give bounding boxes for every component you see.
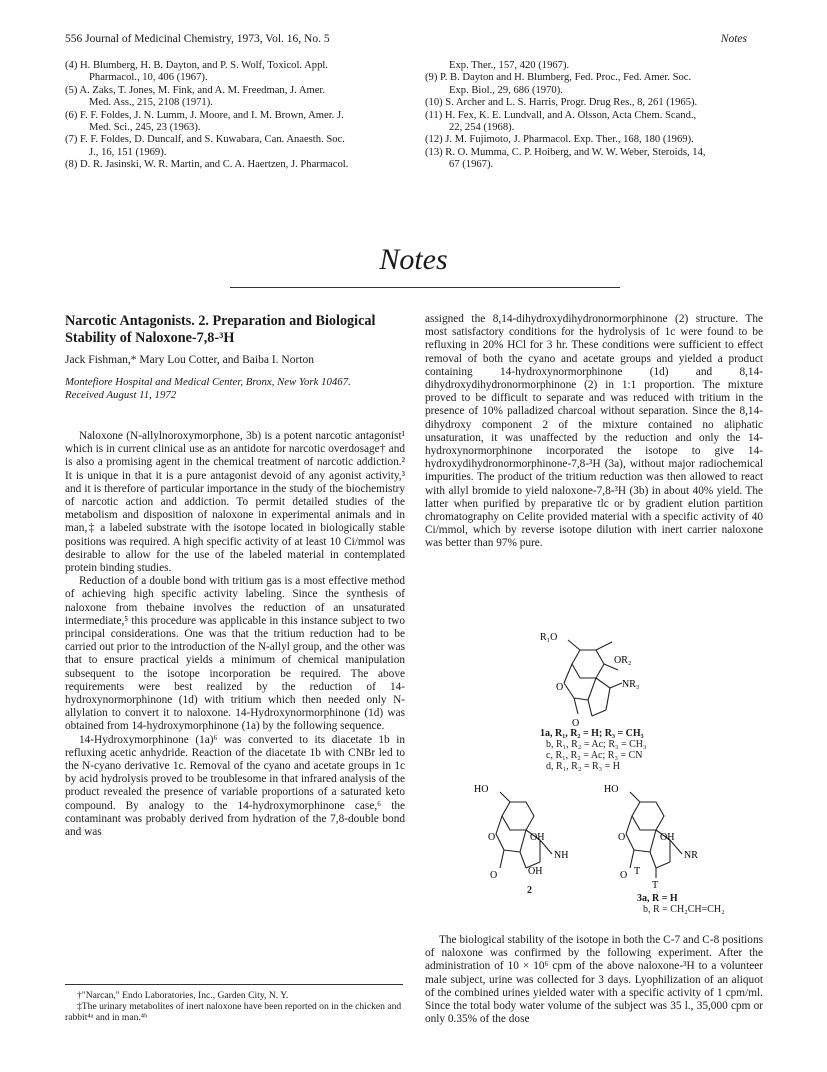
article-title: Narcotic Antagonists. 2. Preparation and Biological Stability of Naloxone-7,8-³H [65, 313, 376, 346]
reference-item: (7) F. F. Foldes, D. Duncalf, and S. Kuwabara, Can. Anaesth. Soc. [65, 134, 345, 146]
struct2-ho: HO [474, 784, 489, 795]
legend-line: d, R₁, R₂ = R₃ = H [546, 761, 620, 772]
struct3-ho: HO [604, 784, 619, 795]
reference-item-cont: Exp. Ther., 157, 420 (1967). [449, 60, 570, 71]
reference-item-cont: Med. Sci., 245, 23 (1963). [89, 122, 201, 134]
received-date: Received August 11, 1972 [65, 388, 177, 401]
structure-1-bonds [564, 640, 622, 716]
article-authors: Jack Fishman,* Mary Lou Cotter, and Baiba I. Norton [65, 354, 314, 366]
reference-item-cont: 67 (1967). [449, 159, 494, 171]
reference-item: (4) H. Blumberg, H. B. Dayton, and P. S. Wolf, Toxicol. Appl. [65, 60, 328, 71]
article-affiliation [65, 376, 351, 401]
reference-item-cont: J., 16, 151 (1969). [89, 146, 167, 158]
struct3-keto-o: O [620, 870, 628, 881]
reference-item: (11) H. Fex, K. E. Lundvall, and A. Olsson, Acta Chem. Scand., [425, 109, 697, 121]
references-right [425, 60, 706, 172]
body-paragraph: The biological stability of the isotope in both the C-7 and C-8 positions of naloxone was confirmed by the following experiment. After the administration of 10 × 10⁶ cpm of the above naloxone-³H to a volunteer male subject, urine was collected for 3 days. Lyophilization of an aliquot of the combined urines yielded water with a specific activity of 1 cpm/ml. Since the total body water volume of the subject was 35 l., 35,000 cpm or only 0.35% of the dose [425, 934, 763, 1026]
legend-line: b, R₁, R₂ = Ac; R₃ = CH₃ [546, 739, 647, 750]
structure-2-label: 2 [527, 885, 532, 896]
struct2-keto-o: O [490, 870, 498, 881]
structure-3-legend [637, 893, 757, 915]
page-header-left: 556 Journal of Medicinal Chemistry, 1973, Vol. 16, No. 5 [65, 33, 330, 45]
footnote: ‡The urinary metabolites of inert naloxone have been reported on in the chicken and rabbit⁴ᵃ and in man.⁴ᵇ [65, 1001, 402, 1023]
reference-item: (12) J. M. Fujimoto, J. Pharmacol. Exp. Ther., 168, 180 (1969). [425, 134, 694, 146]
structure-1-legend [540, 728, 740, 772]
section-divider [230, 287, 620, 288]
legend-line: 1a, R₁, R₂ = H; R₃ = CH₃ [540, 728, 644, 739]
footnote-rule [65, 984, 403, 985]
reference-item: (13) R. O. Mumma, C. P. Hoiberg, and W. W. Weber, Steroids, 14, [425, 146, 706, 158]
struct2-oh8: OH [528, 866, 543, 877]
struct2-ring-o: O [488, 832, 496, 843]
struct1-r1o: R₁O [540, 632, 558, 643]
footnote: †"Narcan," Endo Laboratories, Inc., Garden City, N. Y. [77, 990, 289, 1001]
legend-line: 3a, R = H [637, 893, 678, 904]
body-paragraph: Naloxone (N-allylnoroxymorphone, 3b) is a potent narcotic antagonist¹ which is in current clinical use as an antidote for narcotic overdosage† and is also a promising agent in the chemical treatment of narcotic addiction.² It is unique in that it is a pure antagonist devoid of any agonist activity,³ and it is therefore of particular importance in the study of the biochemistry of narcotic action and addiction. To permit detailed studies of the metabolism and disposition of naloxone in experimental animals and in man,‡ a labeled substrate with the isotope located in biologically stable positions was required. A high specific activity of at least 10 Ci/mmol was desirable to allow for the use of the labeled material in contemplated protein binding studies. [65, 430, 405, 575]
struct3-tritium-7: T [634, 866, 641, 877]
body-paragraph: Reduction of a double bond with tritium gas is a most effective method of achieving high specific activity labeling. Since the synthesis of naloxone from thebaine involves the reduction of an unsaturated intermediate,⁵ this procedure was applicable in this instance subject to two principal considerations. One was that the tritium reduction had to be carried out prior to the introduction of the N-allyl group, and the other was that to ensure practical yields a minimum of chemical manipulation subsequent to the isotope incorporation be required. The above requirements were best realized by the reduction of 14-hydroxynormorphinone (1d) with tritium which then needed only N-allylation to convert it to naloxone. 14-Hydroxynormorphinone (1d) was obtained from 14-hydroxymorphinone (1a) by the following sequence. [65, 575, 405, 733]
body-paragraph: 14-Hydroxymorphinone (1a)⁶ was converted to its diacetate 1b in refluxing acetic anhydride. Reaction of the diacetate 1b with CNBr led to the N-cyano derivative 1c. Removal of the cyano and acetate groups in 1c by acid hydrolysis proved to be troublesome in that infrared analysis of the product revealed the presence of variable proportions of a saturated keto compound. By analogy to the 14-hydroxymorphinone case,⁶ the contaminant was probably derived from hydration of the 7,8-double bond and was [65, 733, 405, 839]
struct1-keto-o: O [572, 718, 580, 728]
struct1-or2: OR₂ [614, 655, 632, 666]
left-column-body [65, 430, 405, 839]
struct3-ring-o: O [618, 832, 626, 843]
reference-item: (9) P. B. Dayton and H. Blumberg, Fed. Proc., Fed. Amer. Soc. [425, 72, 692, 84]
struct3-oh: OH [660, 832, 675, 843]
structure-2-diagram [470, 782, 590, 882]
struct3-tritium-8: T [652, 880, 659, 891]
footnotes [65, 990, 403, 1023]
reference-item: (10) S. Archer and L. S. Harris, Progr. Drug Res., 8, 261 (1965). [425, 97, 698, 109]
struct1-nr3: NR₃ [622, 679, 640, 690]
section-title: Notes [379, 243, 448, 276]
right-column-body-top [425, 313, 763, 551]
reference-item-cont: Med. Ass., 215, 2108 (1971). [89, 97, 213, 109]
structure-3-diagram [600, 782, 720, 892]
reference-item: (6) F. F. Foldes, J. N. Lumm, J. Moore, and I. M. Brown, Amer. J. [65, 109, 344, 121]
page-header-right: Notes [720, 33, 747, 45]
body-paragraph: assigned the 8,14-dihydroxydihydronormorphinone (2) structure. The most satisfactory conditions for the hydrolysis of 1c were found to be refluxing in 20% HCl for 3 hr. These conditions were sufficient to effect removal of both the cyano and acetate groups and yielded a product containing 14-hydroxynormorphinone (1d) and 8,14-dihydroxydihydronormorphinone (2) in 1:1 proportion. The mixture proved to be difficult to separate and was reduced with tritium in the presence of 10% palladized charcoal without separation. Since the 8,14-dihydroxy component 2 of the mixture contained no aliphatic unsaturation, it was unaffected by the reduction and only the 14-hydroxynormorphinone incorporated the isotope to give 14-hydroxydihydronormorphinone-7,8-³H (3a), without major radiochemical impurities. The product of the tritium reduction was then allowed to react with allyl bromide to yield naloxone-7,8-³H (3b) in about 40% yield. The latter when purified by preparative tlc or by gradient elution partition chromatography on Celite provided material with a specific activity of 40 Ci/mmol, which by reverse isotope dilution with inert carrier naloxone was better than 97% pure. [425, 313, 763, 550]
struct2-oh14: OH [530, 832, 545, 843]
struct2-nh: NH [554, 850, 569, 861]
structure-1-diagram [530, 628, 670, 728]
struct1-ring-o: O [556, 682, 564, 693]
right-column-body-bottom [425, 934, 763, 1026]
reference-item: (5) A. Zaks, T. Jones, M. Fink, and A. M. Freedman, J. Amer. [65, 84, 326, 96]
references-left [65, 60, 348, 172]
reference-item-cont: 22, 254 (1968). [449, 122, 515, 134]
affiliation-text: Montefiore Hospital and Medical Center, Bronx, New York 10467. [65, 376, 351, 388]
structure-2-bonds [496, 792, 552, 868]
reference-item-cont: Exp. Biol., 29, 686 (1970). [449, 84, 563, 96]
legend-line: b, R = CH₂CH=CH₂ [643, 904, 725, 915]
struct3-nr: NR [684, 850, 698, 861]
legend-line: c, R₁, R₂ = Ac; R₃ = CN [546, 750, 643, 761]
reference-item-cont: Pharmacol., 10, 406 (1967). [89, 72, 208, 84]
reference-item: (8) D. R. Jasinski, W. R. Martin, and C. A. Haertzen, J. Pharmacol. [65, 159, 349, 171]
